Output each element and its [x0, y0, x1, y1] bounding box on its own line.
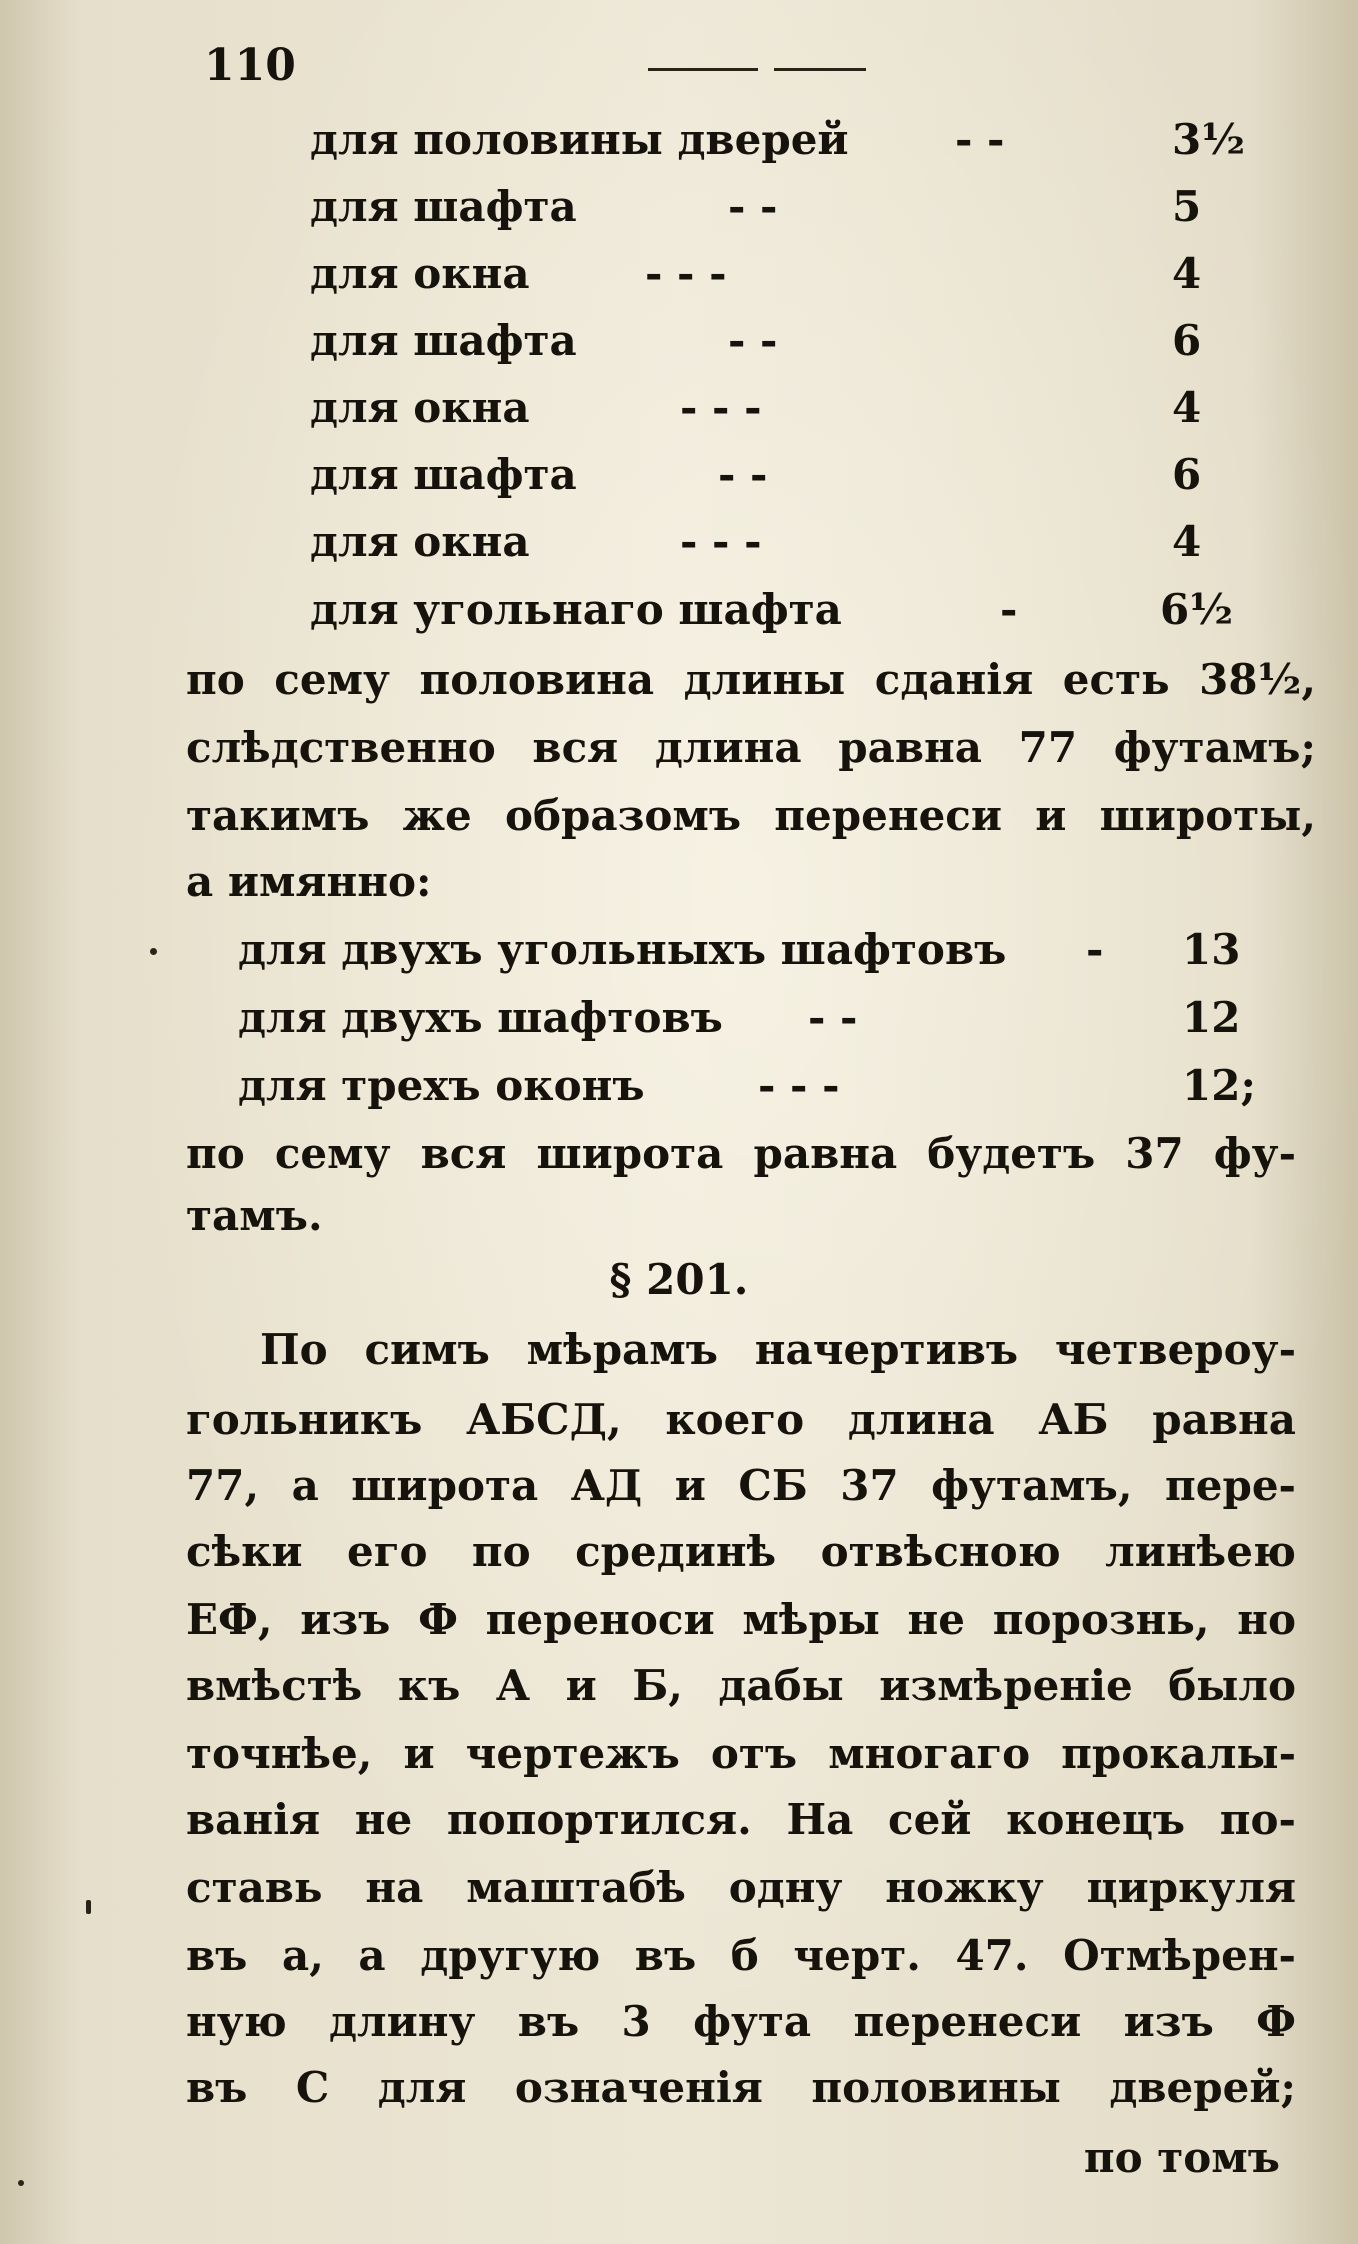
- table1-label: для шафта: [310, 450, 577, 499]
- paragraph-line: ставь на маштабѣ одну ножку циркуля: [186, 1863, 1296, 1912]
- table2-label: для двухъ угольныхъ шафтовъ: [238, 925, 1007, 974]
- paragraph-line: такимъ же образомъ перенеси и широты,: [186, 791, 1316, 840]
- table1-dots: - -: [955, 115, 1005, 164]
- table2-dots: -: [1086, 925, 1104, 974]
- table1-value: 4: [1172, 249, 1202, 298]
- table2-dots: - - -: [758, 1061, 840, 1110]
- table1-row: [310, 311, 1230, 371]
- table1-row: [310, 110, 1246, 170]
- table2-label: для двухъ шафтовъ: [238, 993, 723, 1042]
- catchword: по томъ: [1083, 2133, 1280, 2182]
- paragraph-line: По симъ мѣрамъ начертивъ четвероу-: [260, 1325, 1296, 1374]
- paragraph-line: гольникъ АБСД, коего длина АБ равна: [186, 1395, 1296, 1444]
- paragraph-line: ную длину въ 3 фута перенеси изъ Ф: [186, 1997, 1296, 2046]
- table1-row: [310, 512, 1230, 572]
- table2-label: для трехъ оконъ: [238, 1061, 645, 1110]
- table1-dots: - - -: [645, 249, 727, 298]
- paragraph-line: 77, а широта АД и СБ 37 футамъ, пере-: [186, 1461, 1296, 1510]
- table1-label: для окна: [310, 249, 530, 298]
- table2-dots: - -: [808, 993, 858, 1042]
- table2-row: [238, 988, 1241, 1048]
- ink-speck: [150, 948, 157, 955]
- table2-row: [238, 1056, 1256, 1116]
- table1-value: 4: [1172, 517, 1202, 566]
- table1-value: 5: [1172, 182, 1202, 231]
- table1-row: [310, 177, 1230, 237]
- table1-label: для шафта: [310, 182, 577, 231]
- table1-row: [310, 445, 1230, 505]
- table1-row: [310, 244, 1230, 304]
- ink-speck: [18, 2180, 24, 2186]
- table1-dots: - - -: [680, 383, 762, 432]
- paragraph-line: въ а, а другую въ б черт. 47. Отмѣрен-: [186, 1931, 1296, 1980]
- header-rule-right: [774, 68, 866, 71]
- table1-dots: - -: [728, 316, 778, 365]
- table2-value: 12: [1182, 993, 1241, 1042]
- paragraph-line: ЕФ, изъ Ф переноси мѣры не порознь, но: [186, 1595, 1296, 1644]
- header-rule-left: [648, 68, 758, 71]
- table1-dots: -: [1000, 585, 1018, 634]
- table1-value: 3½: [1172, 115, 1246, 164]
- section-heading: § 201.: [609, 1255, 749, 1304]
- table2-row: [238, 920, 1241, 980]
- table1-label: для окна: [310, 383, 530, 432]
- table1-dots: - -: [718, 450, 768, 499]
- table1-value: 4: [1172, 383, 1202, 432]
- table1-label: для окна: [310, 517, 530, 566]
- page-number: 110: [204, 40, 296, 91]
- paragraph-line: въ С для означенія половины дверей;: [186, 2063, 1296, 2112]
- table1-value: 6½: [1160, 585, 1234, 634]
- paragraph-line: точнѣе, и чертежъ отъ многаго прокалы-: [186, 1729, 1296, 1778]
- paragraph-line: сѣки его по срединѣ отвѣсною линѣею: [186, 1527, 1296, 1576]
- table1-value: 6: [1172, 450, 1202, 499]
- table1-dots: - - -: [680, 517, 762, 566]
- table2-value: 13: [1182, 925, 1241, 974]
- table1-value: 6: [1172, 316, 1202, 365]
- paragraph-line: а имянно:: [186, 857, 432, 906]
- table1-row: [310, 378, 1230, 438]
- paragraph-line: вмѣстѣ къ А и Б, дабы измѣреніе было: [186, 1661, 1296, 1710]
- table1-row: [310, 580, 1234, 640]
- ink-speck: [86, 1900, 91, 1914]
- paragraph-line: тамъ.: [186, 1191, 323, 1240]
- table1-label: для угольнаго шафта: [310, 585, 842, 634]
- table2-value: 12;: [1182, 1061, 1256, 1110]
- paragraph-line: ванія не попортился. На сей конецъ по-: [186, 1795, 1296, 1844]
- table1-dots: - -: [728, 182, 778, 231]
- table1-label: для шафта: [310, 316, 577, 365]
- paragraph-line: слѣдственно вся длина равна 77 футамъ;: [186, 723, 1316, 772]
- paragraph-line: по сему вся широта равна будетъ 37 фу-: [186, 1129, 1296, 1178]
- paragraph-line: по сему половина длины сданія есть 38½,: [186, 655, 1316, 704]
- table1-label: для половины дверей: [310, 115, 849, 164]
